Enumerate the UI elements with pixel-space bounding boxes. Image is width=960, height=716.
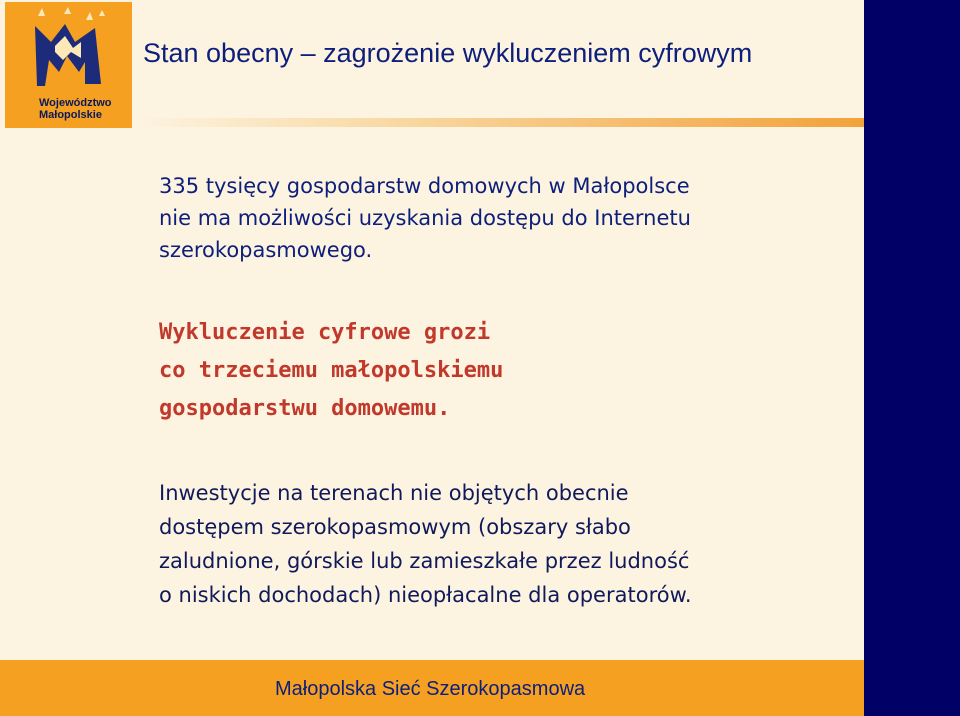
paragraph-digital-exclusion xyxy=(159,314,503,428)
paragraph-line: 335 tysięcy gospodarstw domowych w Małopolsce xyxy=(159,174,690,198)
slide-title: Stan obecny – zagrożenie wykluczeniem cyfrowym xyxy=(143,38,753,68)
footer-text: Małopolska Sieć Szerokopasmowa xyxy=(275,678,586,700)
logo-line-2: Małopolskie xyxy=(39,109,102,121)
paragraph-line: zaludnione, górskie lub zamieszkałe przez ludność xyxy=(159,549,690,573)
paragraph-line: gospodarstwu domowemu. xyxy=(159,396,451,421)
paragraph-line: nie ma możliwości uzyskania dostępu do Internetu xyxy=(159,206,691,230)
paragraph-line: Inwestycje na terenach nie objętych obecnie xyxy=(159,481,629,505)
paragraph-investments xyxy=(159,476,692,612)
right-navy-bar xyxy=(864,0,960,716)
logo-line-1: Województwo xyxy=(39,97,112,109)
paragraph-line: co trzeciemu małopolskiemu xyxy=(159,358,504,383)
paragraph-line: Wykluczenie cyfrowe grozi xyxy=(159,320,491,345)
paragraph-line: o niskich dochodach) nieopłacalne dla operatorów. xyxy=(159,583,692,607)
logo xyxy=(5,2,132,128)
title-underline-stripe xyxy=(135,118,864,127)
paragraph-households xyxy=(159,170,691,266)
paragraph-line: szerokopasmowego. xyxy=(159,238,373,262)
paragraph-line: dostępem szerokopasmowym (obszary słabo xyxy=(159,515,631,539)
